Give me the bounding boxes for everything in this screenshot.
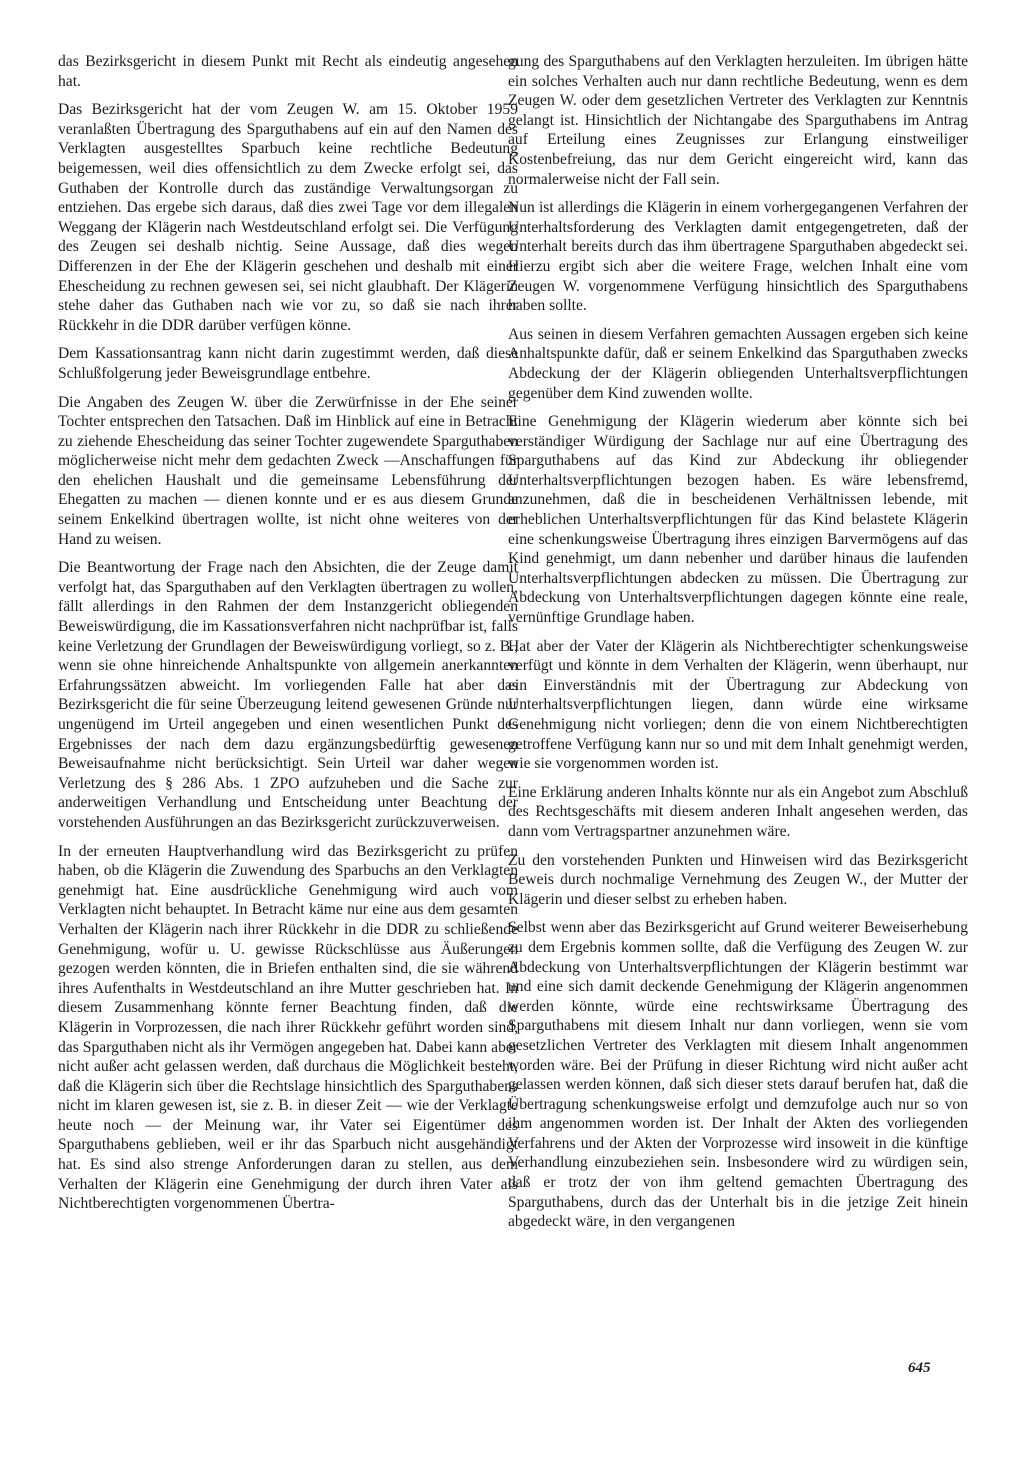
paragraph: Selbst wenn aber das Bezirksgericht auf Grund weiterer Beweiserhebung zu dem Ergebnis kommen sollte, daß die Verfügung des Zeugen W. zur Abdeckung von Unterhaltsverpflichtungen der Klägerin bestimmt war und eine sich damit deckende Genehmigung der Klägerin angenommen werden könnte, würde eine rechtswirksame Übertragung des Sparguthabens mit diesem Inhalt nur dann vorliegen, wenn sie vom gesetzlichen Vertreter des Verklagten mit diesem Inhalt angenommen worden wäre. Bei der Prüfung in dieser Richtung wird nicht außer acht gelassen werden können, daß sich dieser stets darauf berufen hat, daß die Übertragung schenkungsweise erfolgt und demzufolge auch nur so von ihm angenommen worden ist. Der Inhalt der Akten des vorliegenden Verfahrens und der Akten der Vorprozesse wird insoweit in die künftige Verhandlung einzubeziehen sein. Insbesondere wird zu würdigen sein, daß er trotz der von ihm geltend gemachten Übertragung des Sparguthabens, durch das der Unterhalt bis in die jetzige Zeit hinein abgedeckt wäre, in den vergangenen (508, 919, 968, 1231)
paragraph: Das Bezirksgericht hat der vom Zeugen W. am 15. Oktober 1959 veranlaßten Übertragung des Sparguthabens auf ein auf den Namen des Verklagten ausgestelltes Sparbuch keine rechtliche Bedeutung beigemessen, weil dies offensichtlich zu dem Zwecke erfolgt sei, das Guthaben der Kontrolle durch das zuständige Verwaltungsorgan zu entziehen. Das ergebe sich daraus, daß dies zwei Tage vor dem illegalen Weggang der Klägerin nach Westdeutschland erfolgt sei. Die Verfügung des Zeugen sei deshalb nichtig. Seine Aussage, daß dies wegen Differenzen in der Ehe der Klägerin geschehen und deshalb mit einer Ehescheidung zu rechnen gewesen sei, sei nicht glaubhaft. Der Klägerin stehe daher das Guthaben nach wie vor zu, so daß sie nach ihrer Rückkehr in die DDR darüber verfügen könne. (58, 101, 518, 334)
paragraph: Eine Erklärung anderen Inhalts könnte nur als ein Angebot zum Abschluß des Rechtsgeschäfts mit diesem anderen Inhalt angesehen werden, das dann vom Vertragspartner anzunehmen wäre. (508, 783, 968, 840)
paragraph: das Bezirksgericht in diesem Punkt mit Recht als eindeutig angesehen hat. (58, 53, 518, 90)
right-column (508, 52, 968, 1232)
paragraph: Die Beantwortung der Frage nach den Absichten, die der Zeuge damit verfolgt hat, das Sparguthaben auf den Verklagten übertragen zu wollen, fällt allerdings in den Rahmen der dem Instanzgericht obliegenden Beweiswürdigung, die im Kassationsverfahren nicht nachprüfbar ist, falls keine Verletzung der Grundlagen der Beweiswürdigung vorliegt, so z. B., wenn sie ohne hinreichende Anhaltspunkte von allgemein anerkannten Erfahrungssätzen abweicht. Im vorliegenden Falle hat aber das Bezirksgericht die für seine Überzeugung leitend gewesenen Gründe nur ungenügend im Urteil angegeben und einen wesentlichen Punkt des Ergebnisses der nach dem dazu ergänzungsbedürftig gewesenen Beweisaufnahme nicht berücksichtigt. Sein Urteil war daher wegen Verletzung des § 286 Abs. 1 ZPO aufzuheben und die Sache zur anderweitigen Verhandlung und Entscheidung unter Beachtung der vorstehenden Ausführungen an das Bezirksgericht zurückzuverweisen. (58, 559, 518, 831)
paragraph: gung des Sparguthabens auf den Verklagten herzuleiten. Im übrigen hätte ein solches Verhalten auch nur dann rechtliche Bedeutung, wenn es dem Zeugen W. oder dem gesetzlichen Vertreter des Verklagten zur Kenntnis gelangt ist. Hinsichtlich der Nichtangabe des Sparguthabens im Antrag auf Erteilung eines Zeugnisses zur Erlangung einstweiliger Kostenbefreiung, das nur dem Gericht eingereicht wird, kann das normalerweise nicht der Fall sein. (508, 53, 968, 188)
paragraph: Nun ist allerdings die Klägerin in einem vorhergegangenen Verfahren der Unterhaltsforderung des Verklagten damit entgegengetreten, daß der Unterhalt bereits durch das ihm übertragene Sparguthaben abgedeckt sei. Hierzu ergibt sich aber die weitere Frage, welchen Inhalt eine vom Zeugen W. vorgenommene Verfügung hinsichtlich des Sparguthabens haben sollte. (508, 199, 968, 315)
paragraph: Eine Genehmigung der Klägerin wiederum aber könnte sich bei verständiger Würdigung der Sachlage nur auf eine Übertragung des Sparguthabens auf das Kind zur Abdeckung ihr obliegender Unterhaltsverpflichtungen bezogen haben. Es wäre lebensfremd, anzunehmen, daß die in bescheidenen Verhältnissen lebende, mit erheblichen Unterhaltsverpflichtungen für das Kind belastete Klägerin eine schenkungsweise Übertragung ihres einzigen Barvermögens auf das Kind genehmigt, um dann nebenher und darüber hinaus die laufenden Unterhaltsverpflichtungen abdecken zu müssen. Die Übertragung zur Abdeckung von Unterhaltsverpflichtungen dagegen könnte eine reale, vernünftige Grundlage haben. (508, 413, 968, 627)
paragraph: Aus seinen in diesem Verfahren gemachten Aussagen ergeben sich keine Anhaltspunkte dafür, daß er seinem Enkelkind das Sparguthaben zwecks Abdeckung der der Klägerin obliegenden Unterhaltsverpflichtungen gegenüber dem Kind zuwenden wollte. (508, 325, 968, 402)
paragraph: Zu den vorstehenden Punkten und Hinweisen wird das Bezirksgericht Beweis durch nochmalige Vernehmung des Zeugen W., der Mutter der Klägerin und dieser selbst zu erheben haben. (508, 851, 968, 908)
page-number: 645 (908, 1360, 931, 1376)
left-column (58, 52, 518, 1214)
paragraph: In der erneuten Hauptverhandlung wird das Bezirksgericht zu prüfen haben, ob die Klägerin die Zuwendung des Sparbuchs an den Verklagten genehmigt hat. Eine ausdrückliche Genehmigung wird auch vom Verklagten nicht behauptet. In Betracht käme nur eine aus dem gesamten Verhalten der Klägerin nach ihrer Rückkehr in die DDR zu schließende Genehmigung, wofür u. U. gewisse Rückschlüsse aus Äußerungen gezogen werden könnten, die in Briefen enthalten sind, die sie während ihres Aufenthalts in Westdeutschland an ihre Mutter geschrieben hat. In diesem Zusammenhang könnte ferner Beachtung finden, daß die Klägerin in Vorprozessen, die nach ihrer Rückkehr geführt worden sind, das Sparguthaben nicht als ihr Vermögen angegeben hat. Dabei kann aber nicht außer acht gelassen werden, daß durchaus die Möglichkeit besteht, daß die Klägerin sich über die Rechtslage hinsichtlich des Sparguthabens nicht im klaren gewesen ist, sie z. B. in dieser Zeit — wie der Verklagte heute noch — der Meinung war, ihr Vater sei Eigentümer des Sparguthabens geblieben, weil er ihr das Sparbuch nicht ausgehändigt hat. Es sind also strenge Anforderungen daran zu stellen, aus dem Verhalten der Klägerin eine Genehmigung der durch ihren Vater als Nichtberechtigten vorgenommenen Übertra- (58, 842, 518, 1213)
paragraph: Hat aber der Vater der Klägerin als Nichtberechtigter schenkungsweise verfügt und könnte in dem Verhalten der Klägerin, wenn überhaupt, nur ein Einverständnis mit der Übertragung zur Abdeckung von Unterhaltsverpflichtungen liegen, dann würde eine wirksame Genehmigung nicht vorliegen; denn die von einem Nichtberechtigten getroffene Verfügung kann nur so und mit dem Inhalt genehmigt werden, wie sie vorgenommen worden ist. (508, 637, 968, 773)
paragraph: Die Angaben des Zeugen W. über die Zerwürfnisse in der Ehe seiner Tochter entsprechen den Tatsachen. Daß im Hinblick auf eine in Betracht zu ziehende Ehescheidung das seiner Tochter zugewendete Sparguthaben möglicherweise nicht mehr dem gedachten Zweck —Anschaffungen für den ehelichen Haushalt und die gemeinsame Lebensführung der Ehegatten zu machen — dienen konnte und er es aus diesem Grunde seinem Enkelkind übertragen wollte, ist nicht ohne weiteres von der Hand zu weisen. (58, 393, 518, 548)
paragraph: Dem Kassationsantrag kann nicht darin zugestimmt werden, daß diese Schlußfolgerung jeder Beweisgrundlage entbehre. (58, 345, 518, 382)
